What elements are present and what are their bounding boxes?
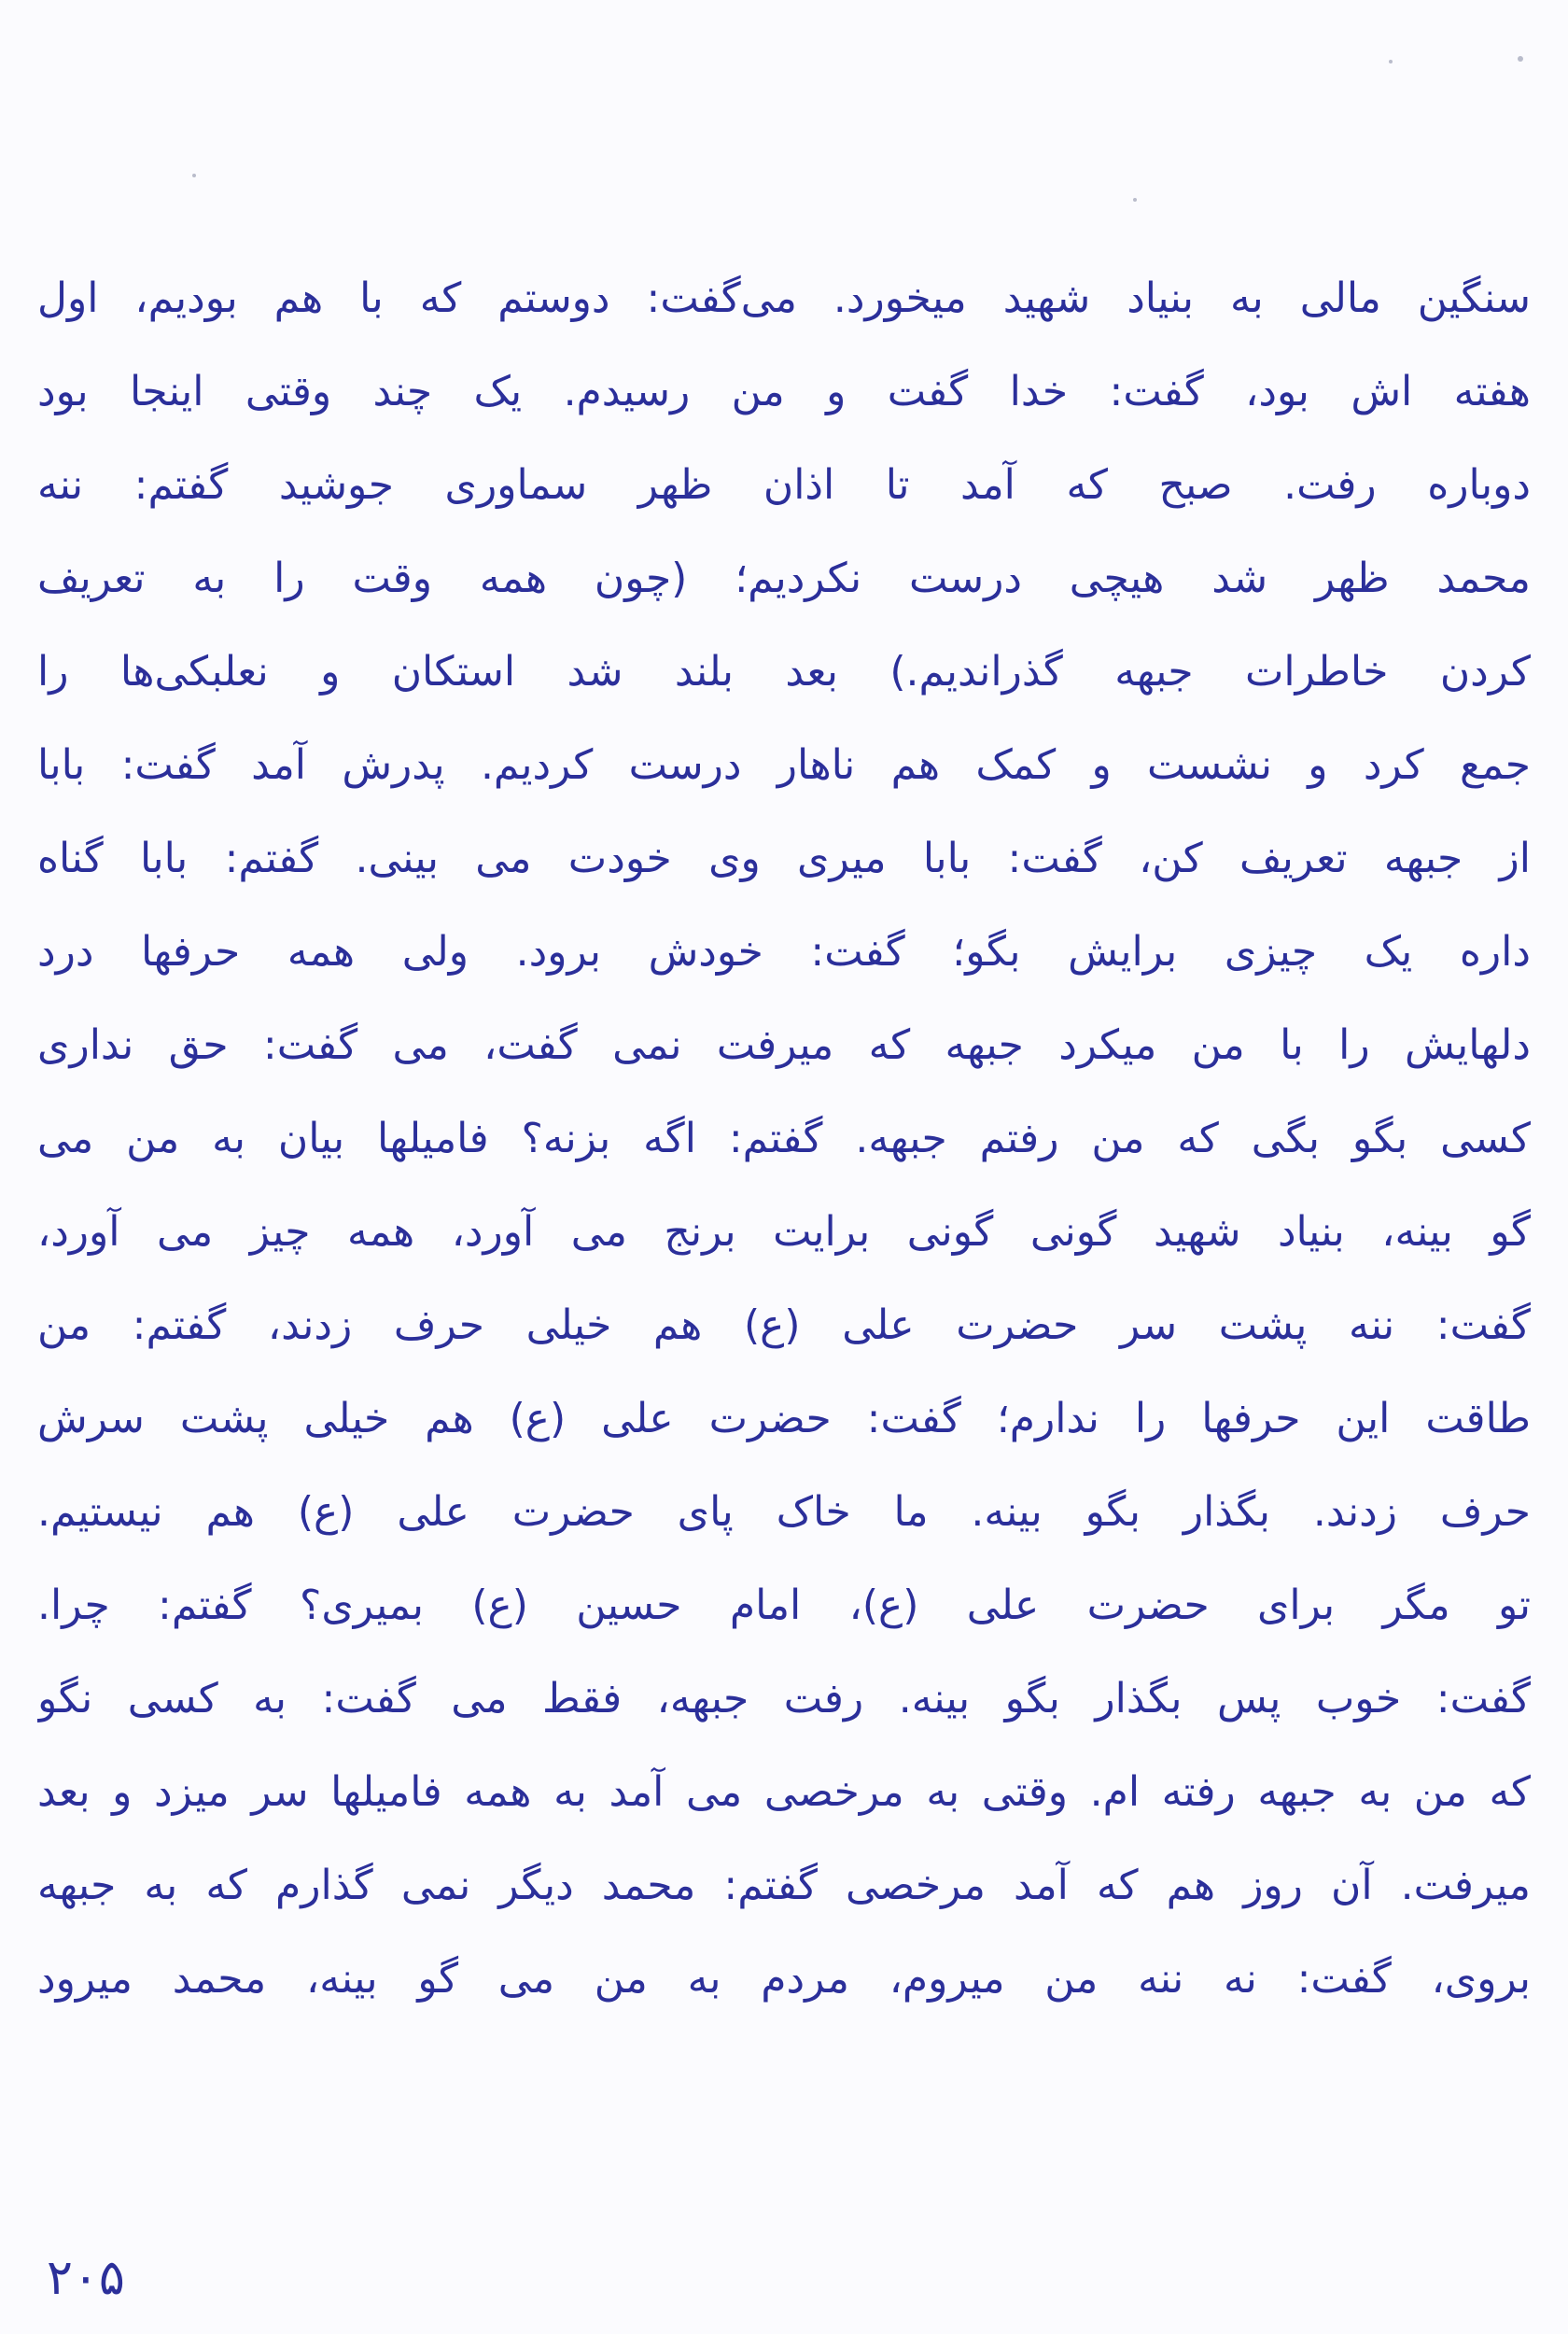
text-line: هفته اش بود، گفت: خدا گفت و من رسیدم. یک چند وقتی اینجا بود [37,368,1531,415]
text-line: جمع کرد و نشست و کمک هم ناهار درست کردیم. پدرش آمد گفت: بابا [37,741,1531,789]
text-line: کسی بگو بگی که من رفتم جبهه. گفتم: اگه بزنه؟ فامیلها بیان به من می [37,1115,1531,1162]
handwritten-text [37,252,1531,2026]
text-line: میرفت. آن روز هم که آمد مرخصی گفتم: محمد دیگر نمی گذارم که به جبهه [37,1862,1531,1909]
text-line: گو بینه، بنیاد شهید گونی گونی برایت برنج می آورد، همه چیز می آورد، [37,1208,1531,1256]
text-line: داره یک چیزی برایش بگو؛ گفت: خودش برود. ولی همه حرفها درد [37,928,1531,976]
text-line: طاقت این حرفها را ندارم؛ گفت: حضرت علی (ع) هم خیلی پشت سرش [37,1395,1531,1442]
paper-speck [1133,198,1137,202]
text-line: گفت: ننه پشت سر حضرت علی (ع) هم خیلی حرف زدند، گفتم: من [37,1301,1531,1349]
paper-speck [192,174,196,177]
paper-speck [1518,56,1523,62]
text-line: محمد ظهر شد هیچی درست نکردیم؛ (چون همه وقت را به تعریف [37,555,1531,602]
text-line: سنگین مالی به بنیاد شهید میخورد. می‌گفت: دوستم که با هم بودیم، اول [37,274,1531,322]
text-line: تو مگر برای حضرت علی (ع)، امام حسین (ع) بمیری؟ گفتم: چرا. [37,1582,1531,1629]
page-number: ۲۰۵ [47,2250,125,2306]
text-line: که من به جبهه رفته ام. وقتی به مرخصی می آمد به همه فامیلها سر میزد و بعد [37,1768,1531,1816]
text-line: کردن خاطرات جبهه گذراندیم.) بعد بلند شد استکان و نعلبکی‌ها را [37,648,1531,696]
text-line: از جبهه تعریف کن، گفت: بابا میری وی خودت می بینی. گفتم: بابا گناه [37,835,1531,882]
text-line: دوباره رفت. صبح که آمد تا اذان ظهر سماوری جوشید گفتم: ننه [37,461,1531,509]
text-line: دلهایش را با من میکرد جبهه که میرفت نمی گفت، می گفت: حق نداری [37,1021,1531,1069]
paper-speck [1389,60,1393,63]
text-line: گفت: خوب پس بگذار بگو بینه. رفت جبهه، فقط می گفت: به کسی نگو [37,1675,1531,1722]
text-line: حرف زدند. بگذار بگو بینه. ما خاک پای حضرت علی (ع) هم نیستیم. [37,1488,1531,1536]
text-line: بروی، گفت: نه ننه من میروم، مردم به من می گو بینه، محمد میرود [37,1955,1531,2003]
